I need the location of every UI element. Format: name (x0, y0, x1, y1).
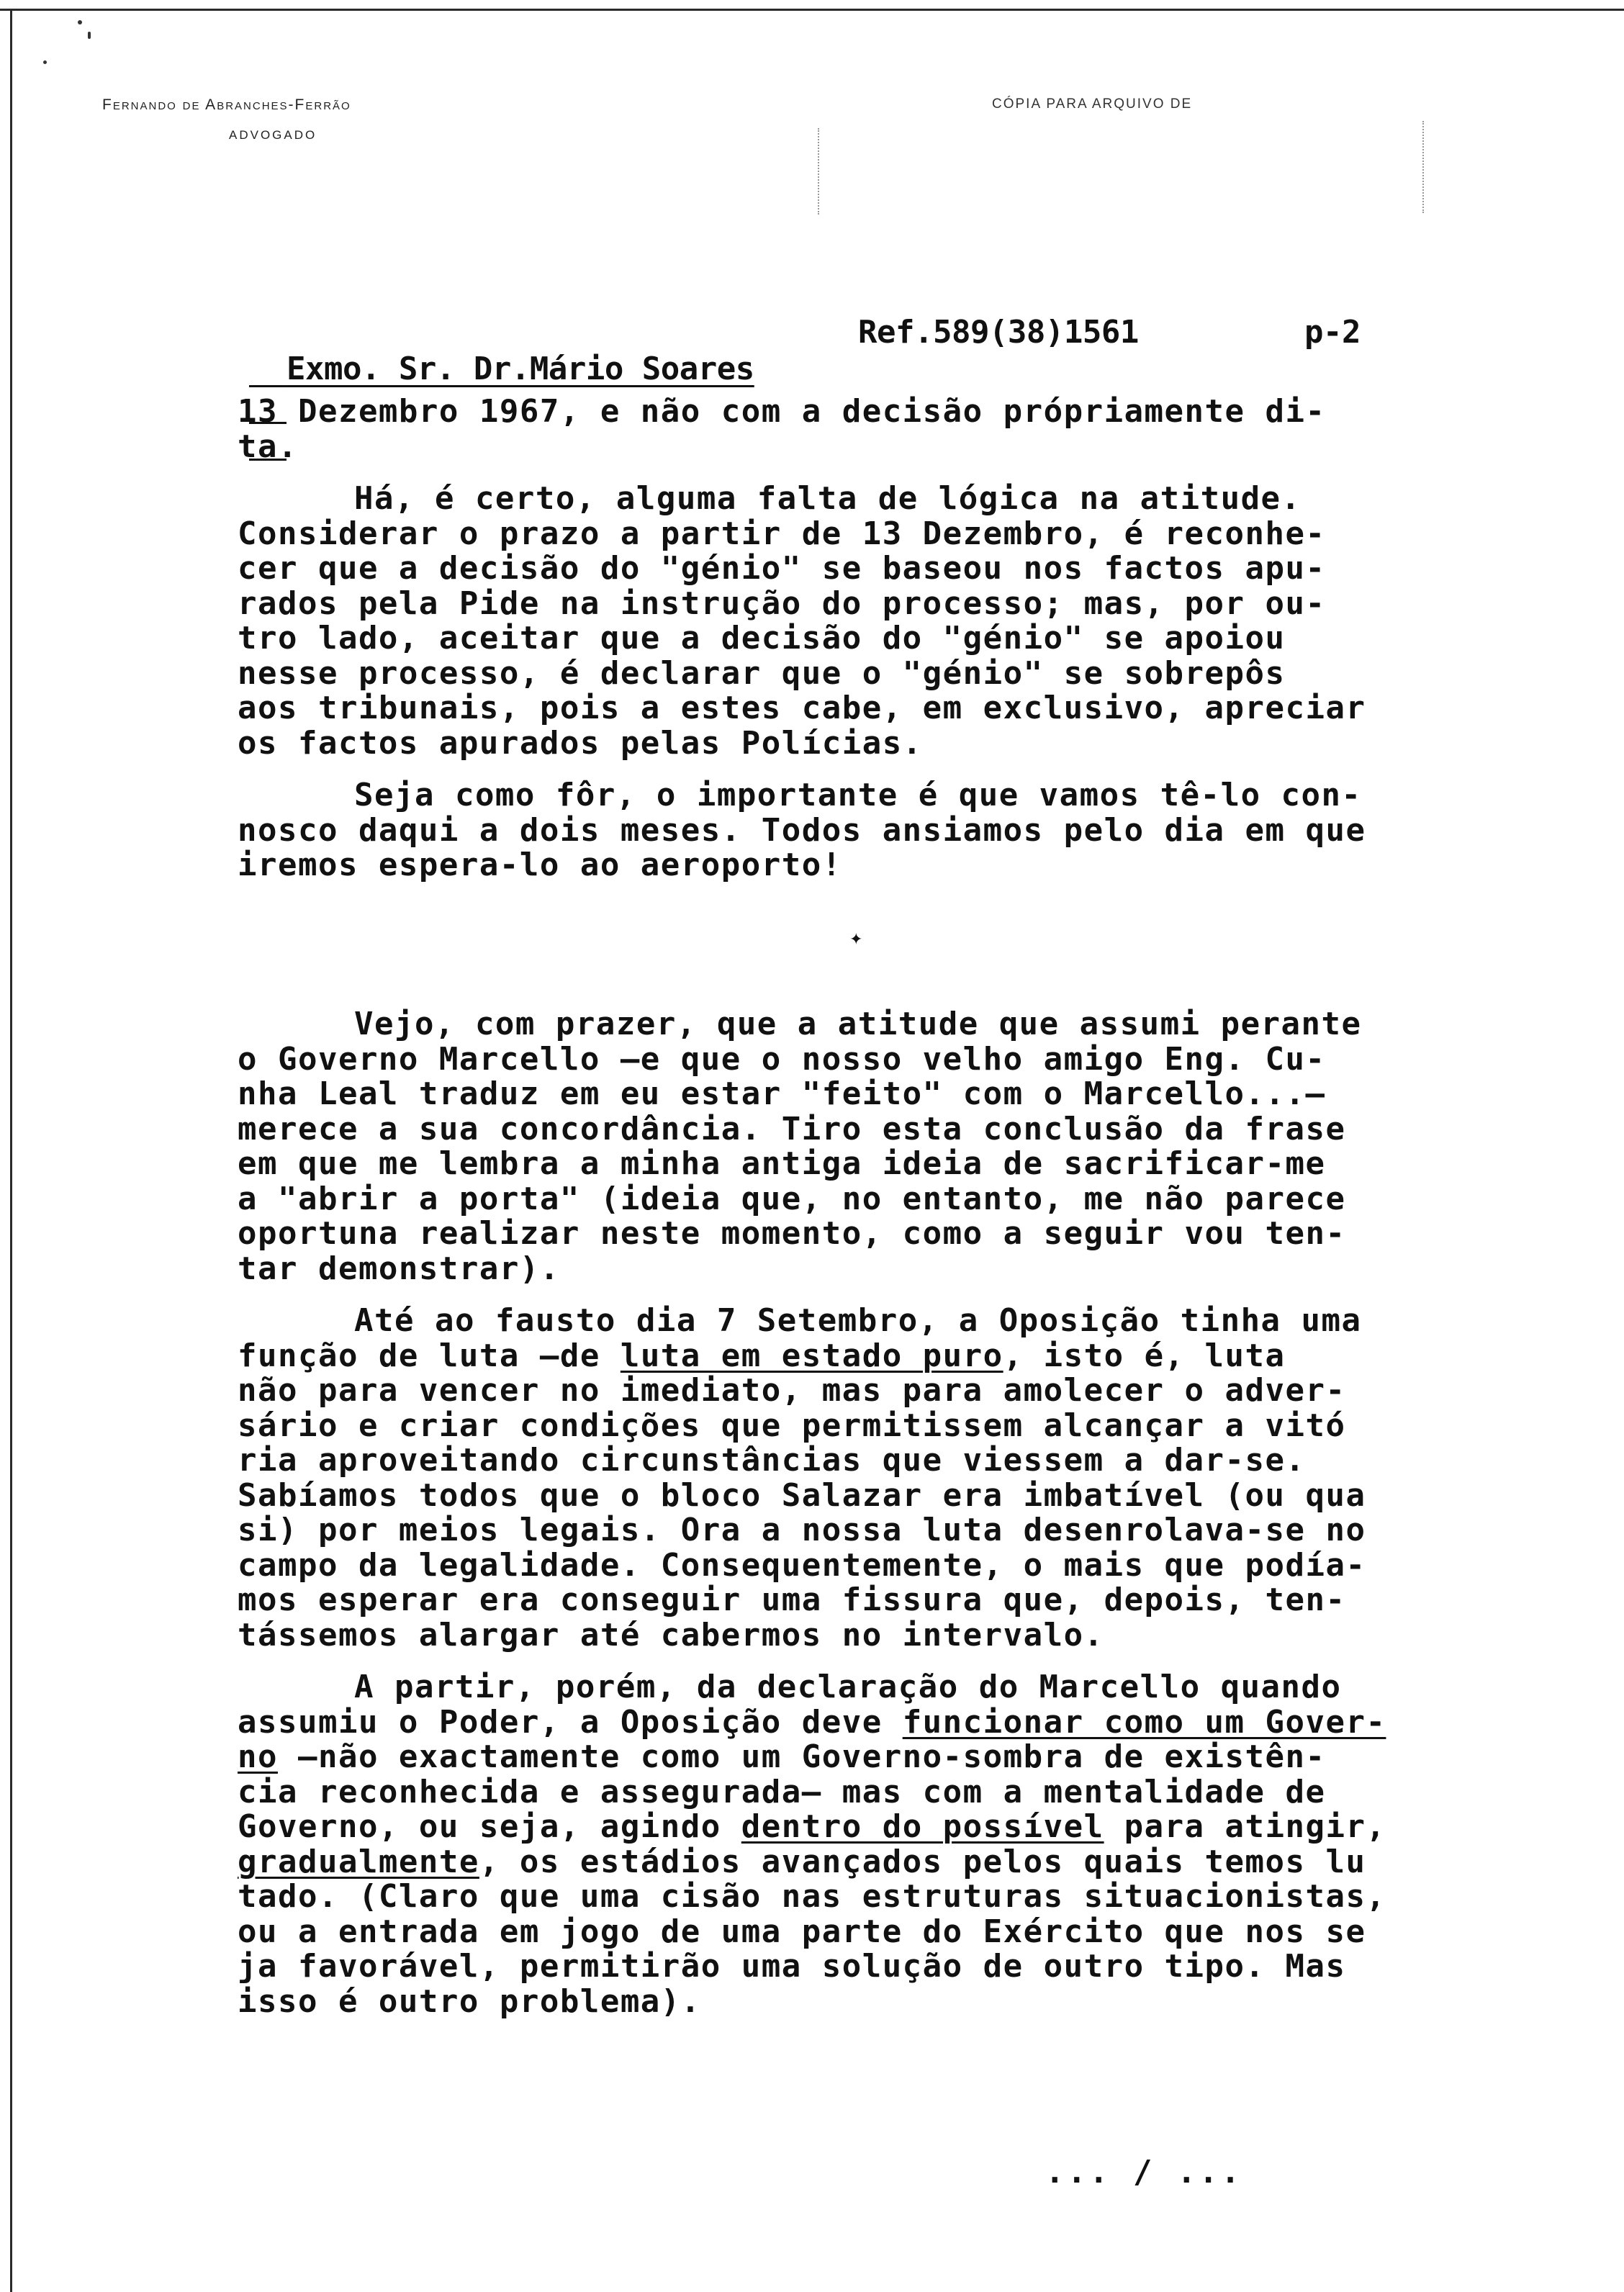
paragraph (238, 1670, 1476, 2019)
addressee: Exmo. Sr. Dr.Mário Soares (286, 351, 754, 387)
paragraph-text: Vejo, com prazer, que a atitude que assumi perante o Governo Marcello —e que o nosso velho amigo Eng. Cu- nha Leal traduz em eu estar "feito" com o Marcello...— merece a sua concordância. Tiro esta conclusão da frase em que me lembra a minha antiga ideia de sacrificar-me a "abrir a porta" (ideia que, no entanto, me não parece oportuna realizar neste momento, como a seguir vou ten- tar demonstrar). (238, 1006, 1362, 1287)
paragraph-text: , isto é, luta não para vencer no imediato, mas para amolecer o adver- sário e criar condições que permitissem alcançar a vitó ria aproveitando circunstâncias que viessem a dar-se. Sabíamos todos que o bloco Salazar era imbatível (ou qua si) por meios legais. Ora a nossa luta desenrolava-se no campo da legalidade. Consequentemente, o mais que podía- mos esperar era conseguir uma fissura que, depois, ten- tássemos alargar até cabermos no intervalo. (238, 1337, 1366, 1653)
paragraph-text: , os estádios avançados pelos quais temos lu tado. (Claro que uma cisão nas estruturas situacionistas, ou a entrada em jogo de uma parte do Exército que nos se ja favorável, permitirão uma solução de outro tipo. Mas isso é outro problema). (238, 1843, 1386, 2020)
copy-archive-label: CÓPIA PARA ARQUIVO DE (992, 96, 1193, 112)
paragraph-separator: ✦ (849, 924, 864, 950)
paragraph (238, 1007, 1476, 1286)
page-border (10, 9, 12, 2292)
continuation-mark: ... / ... (1045, 2154, 1243, 2191)
paragraph (238, 1304, 1476, 1653)
paper-speck (88, 32, 91, 39)
underlined-phrase: dentro do possível (741, 1808, 1104, 1845)
underlined-phrase: luta em estado puro (620, 1337, 1003, 1374)
paragraph-text: para atingir, (1124, 1808, 1386, 1845)
underlined-phrase: gradualmente (238, 1843, 479, 1880)
copy-box-divider (1422, 121, 1424, 213)
paragraph-text: Até ao fausto dia 7 Setembro, a Oposição tinha uma função de luta —de (238, 1302, 1362, 1374)
underlined-phrase: funcionar como um Gover- no (238, 1703, 1386, 1775)
letterhead-role: ADVOGADO (229, 128, 317, 142)
paper-speck (43, 60, 47, 64)
paragraph-text: A partir, porém, da declaração do Marcello quando assumiu o Poder, a Oposição deve (238, 1669, 1342, 1741)
paragraph (238, 778, 1476, 883)
paragraph-text: Há, é certo, alguma falta de lógica na atitude. Considerar o prazo a partir de 13 Dezembro, é reconhe- cer que a decisão do "génio" se baseou nos factos apu- rados pela Pide na instrução do processo; mas, por ou- tro lado, aceitar que a decisão do "génio" se apoiou nesse processo, é declarar que o "génio" se sobrepôs aos tribunais, pois a estes cabe, em exclusivo, apreciar os factos apurados pelas Polícias. (238, 480, 1366, 762)
paragraph-text: 13 Dezembro 1967, e não com a decisão própriamente di- ta. (238, 393, 1326, 465)
paragraph-text: Seja como fôr, o importante é que vamos tê-lo con- nosco daqui a dois meses. Todos ansiamos pelo dia em que iremos espera-lo ao aeroporto! (238, 777, 1366, 883)
letter-body (238, 394, 1476, 2036)
paragraph-text: —não exactamente como um Governo-sombra de existên- cia reconhecida e assegurada— mas com a mentalidade de Governo, ou seja, agindo (238, 1738, 1326, 1845)
paper-speck (78, 20, 82, 24)
paragraph (238, 394, 1476, 464)
copy-box-divider (818, 128, 819, 215)
letterhead-name: Fernando de Abranches-Ferrão (102, 96, 351, 113)
reference-number: Ref.589(38)1561 (858, 314, 1139, 351)
page-border (0, 9, 1624, 11)
page-number: p-2 (1304, 314, 1361, 351)
paragraph (238, 482, 1476, 761)
